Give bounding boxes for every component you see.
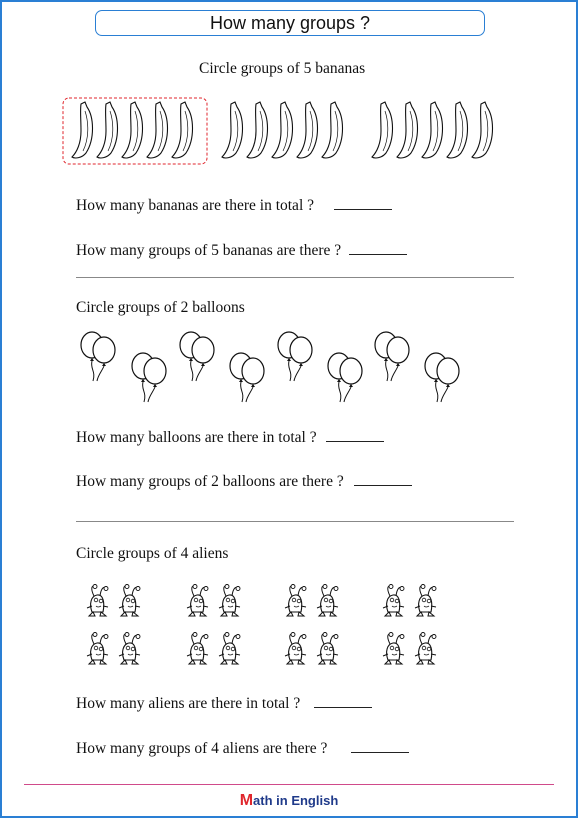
alien-icon [383,585,404,617]
alien-icon [119,585,140,617]
balloon-pair-icon [132,353,166,402]
alien-icon [119,633,140,665]
banana-icon [397,102,418,158]
bananas-row [72,102,493,158]
aliens-grid [87,585,436,665]
banana-icon [472,102,493,158]
banana-icon [247,102,268,158]
brand-initial: M [239,792,254,809]
alien-icon [285,633,306,665]
balloon-pair-icon [81,332,115,381]
banana-icon [122,102,143,158]
banana-icon [72,102,93,158]
banana-icon [97,102,118,158]
balloon-pair-icon [425,353,459,402]
banana-icon [172,102,193,158]
banana-icon [147,102,168,158]
banana-icon [297,102,318,158]
alien-icon [317,633,338,665]
aliens-total-question-text: How many aliens are there in total ? [76,695,301,712]
footer-divider [24,784,554,785]
banana-icon [447,102,468,158]
banana-icon [222,102,243,158]
balloons-row [81,332,459,402]
worksheet-title: How many groups ? [95,10,485,36]
balloon-pair-icon [328,353,362,402]
balloon-pair-icon [278,332,312,381]
alien-icon [317,585,338,617]
alien-icon [187,585,208,617]
aliens-groups-question-text: How many groups of 4 aliens are there ? [76,740,328,757]
alien-icon [187,633,208,665]
footer-brand[interactable] [0,792,578,810]
balloon-pair-icon [230,353,264,402]
alien-icon [285,585,306,617]
balloon-pair-icon [375,332,409,381]
banana-icon [272,102,293,158]
alien-icon [219,585,240,617]
balloon-pair-icon [180,332,214,381]
alien-icon [383,633,404,665]
alien-icon [87,585,108,617]
balloons-groups-question-text: How many groups of 2 balloons are there ? [76,473,344,490]
alien-icon [87,633,108,665]
bananas-total-question-text: How many bananas are there in total ? [76,197,315,214]
banana-icon [372,102,393,158]
banana-icon [422,102,443,158]
balloons-instruction: Circle groups of 2 balloons [76,299,245,316]
alien-icon [415,633,436,665]
balloons-total-question-text: How many balloons are there in total ? [76,429,317,446]
aliens-instruction: Circle groups of 4 aliens [76,545,229,562]
bananas-instruction: Circle groups of 5 bananas [199,60,366,77]
alien-icon [415,585,436,617]
brand-text: ath in English [253,793,339,808]
alien-icon [219,633,240,665]
banana-icon [322,102,343,158]
bananas-groups-question-text: How many groups of 5 bananas are there ? [76,242,342,259]
